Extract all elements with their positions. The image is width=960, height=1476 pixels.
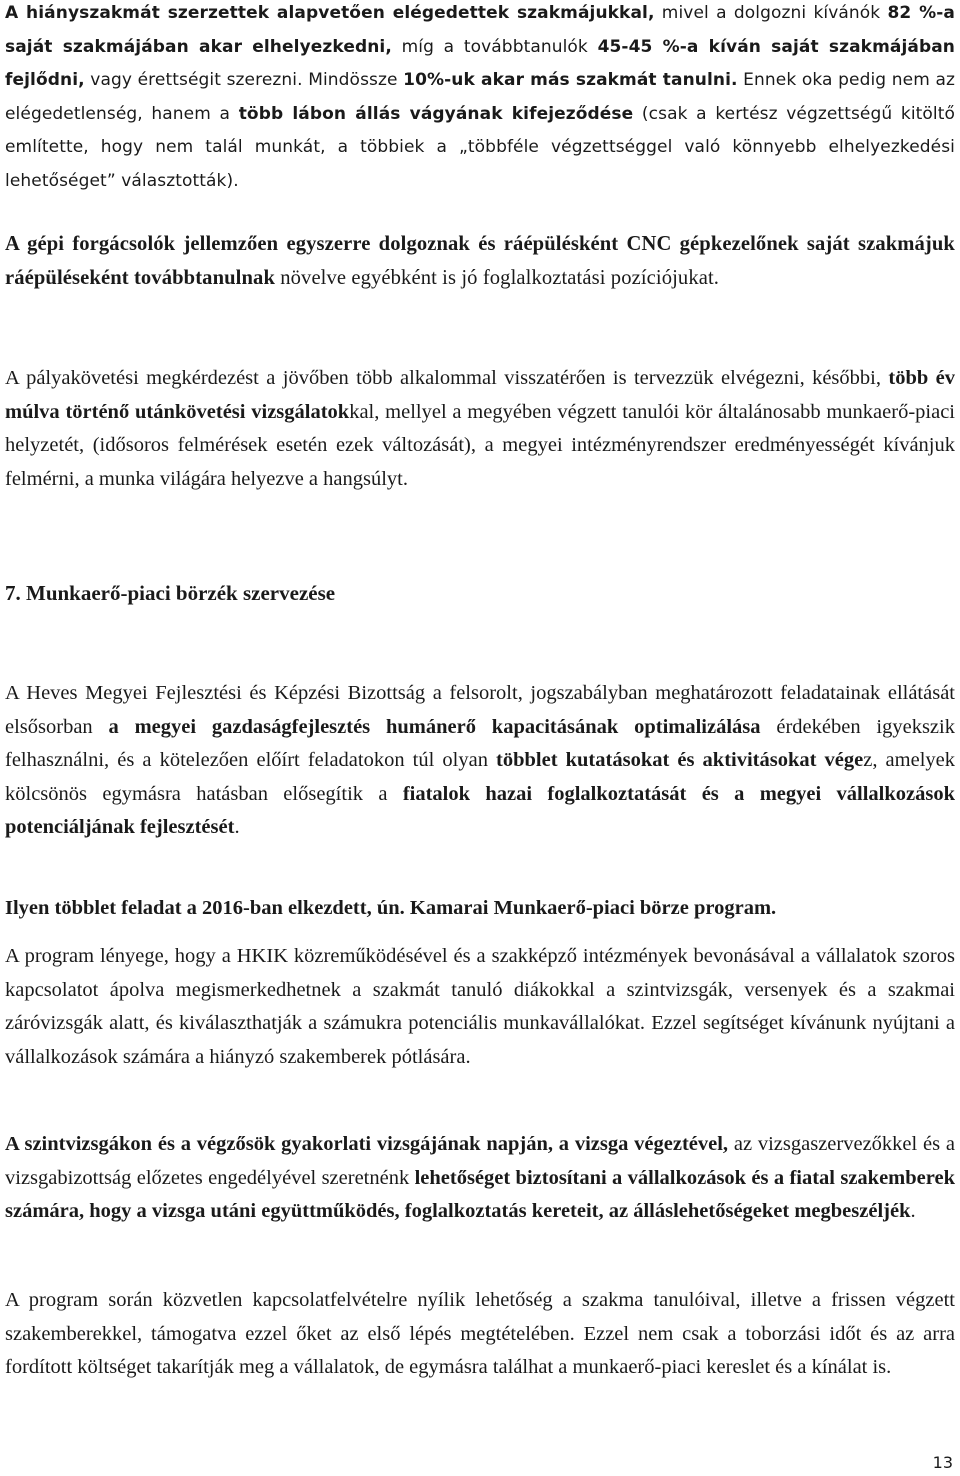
- bold-text-run: lehetőséget biztosítani a vállalkozások és a fiatal szakemberek számára, hogy a vizsga utáni együttműködés, foglalkoztatás kereteit, az álláslehetőségeket megbeszéljék: [5, 1166, 955, 1222]
- text-run: A Heves Megyei Fejlesztési és Képzési Bizottság a felsorolt, jogszabályban meghatározott feladatainak ellátását elsősorban: [5, 682, 955, 738]
- bold-text-run: A hiányszakmát szerzettek alapvetően elégedettek szakmájukkal,: [5, 3, 655, 23]
- text-run: mivel a dolgozni kívánók: [654, 3, 888, 23]
- text-run: (csak a kertész végzettségű kitöltő említette, hogy nem talál munkát, a többiek a „többféle végzettséggel való könnyebb elhelyezkedési lehetőséget” választották).: [5, 103, 956, 191]
- text-run: érdekében igyekszik felhasználni, és a kötelezően előírt feladatokon túl olyan: [5, 715, 955, 771]
- paragraph-program-essence: [5, 940, 955, 1074]
- paragraph-direct-contact: [5, 1284, 955, 1385]
- text-run: Ennek oka pedig nem az elégedetlenség, hanem a: [5, 70, 955, 124]
- paragraph-committee-tasks: [5, 677, 955, 845]
- section-heading: 7. Munkaerő-piaci börzék szervezése: [5, 581, 336, 605]
- bold-text-run: Ilyen többlet feladat a 2016-ban elkezdett, ún. Kamarai Munkaerő-piaci börze program.: [5, 897, 777, 919]
- text-run: .: [234, 816, 240, 838]
- paragraph-extra-task: [5, 892, 955, 926]
- bold-text-run: több lábon állás vágyának kifejeződése: [238, 103, 634, 124]
- bold-text-run: A szintvizsgákon és a végzősök gyakorlati vizsgájának napján, a vizsga végeztével,: [5, 1133, 729, 1155]
- bold-text-run: fiatalok hazai foglalkoztatását és a megyei vállalkozások potenciáljának fejlesztését: [5, 782, 955, 838]
- bold-text-run: a megyei gazdaságfejlesztés humánerő kapacitásának optimalizálása: [108, 715, 761, 738]
- bold-text-run: 10%-uk akar más szakmát tanulni.: [403, 70, 738, 91]
- bold-text-run: 82 %-a saját szakmájában akar elhelyezkedni,: [5, 3, 955, 57]
- text-run: .: [910, 1200, 916, 1222]
- text-run: A pályakövetési megkérdezést a jövőben több alkalommal visszatérően is tervezzük elvégezni, későbbi,: [5, 367, 889, 389]
- text-run: az vizsgaszervezőkkel és a vizsgabizottság előzetes engedélyével szeretnénk: [5, 1133, 955, 1189]
- bold-text-run: A gépi forgácsolók jellemzően egyszerre dolgoznak és ráépülésként CNC gépkezelőnek saját szakmájuk ráépüléseként továbbtanulnak: [5, 233, 955, 289]
- text-run: z, amelyek kölcsönös egymásra hatásban elősegítik a: [5, 749, 955, 805]
- text-run: A program lényege, hogy a HKIK közreműködésével és a szakképző intézmények bevonásával a vállalatok szoros kapcsolatot ápolva megismerkedhetnek a szakmát tanuló diákokkal a szintvizsgák, versenyek és a szakmai záróvizsgák alatt, és kiválaszthatják a számukra potenciális munkavállalókat. Ezzel segítséget kívánunk nyújtani a vállalkozások számára a hiányzó szakemberek pótlására.: [5, 945, 955, 1068]
- paragraph-machining-workers: [5, 228, 955, 295]
- page-number: 13: [932, 1453, 953, 1472]
- paragraph-survey-satisfaction: [5, 0, 955, 199]
- text-run: kal, mellyel a megyében végzett tanulói kör általánosabb munkaerő-piaci helyzetét, (idősoros felmérések esetén ezek változását), a megyei intézményrendszer eredményességét kívánjuk felmérni, a munka világára helyezve a hangsúlyt.: [5, 400, 955, 490]
- bold-text-run: többlet kutatásokat és aktivitásokat vége: [496, 749, 864, 771]
- bold-text-run: 45-45 %-a kíván saját szakmájában fejlődni,: [5, 36, 955, 91]
- text-run: A program során közvetlen kapcsolatfelvételre nyílik lehetőség a szakma tanulóival, illetve a frissen végzett szakemberekkel, támogatva ezzel őket az első lépés megtételében. Ezzel nem csak a toborzási időt és az arra fordított költséget takarítják meg a vállalatok, de egymásra találhat a munkaerő-piaci kereslet és a kínálat is.: [5, 1289, 955, 1378]
- paragraph-career-tracking: [5, 362, 955, 496]
- bold-text-run: több év múlva történő utánkövetési vizsgálatok: [5, 367, 955, 423]
- text-run: míg a továbbtanulók: [391, 36, 598, 57]
- paragraph-exam-day: [5, 1128, 955, 1229]
- text-run: vagy érettségit szerezni. Mindössze: [84, 70, 404, 91]
- text-run: növelve egyébként is jó foglalkoztatási pozíciójukat.: [275, 266, 720, 289]
